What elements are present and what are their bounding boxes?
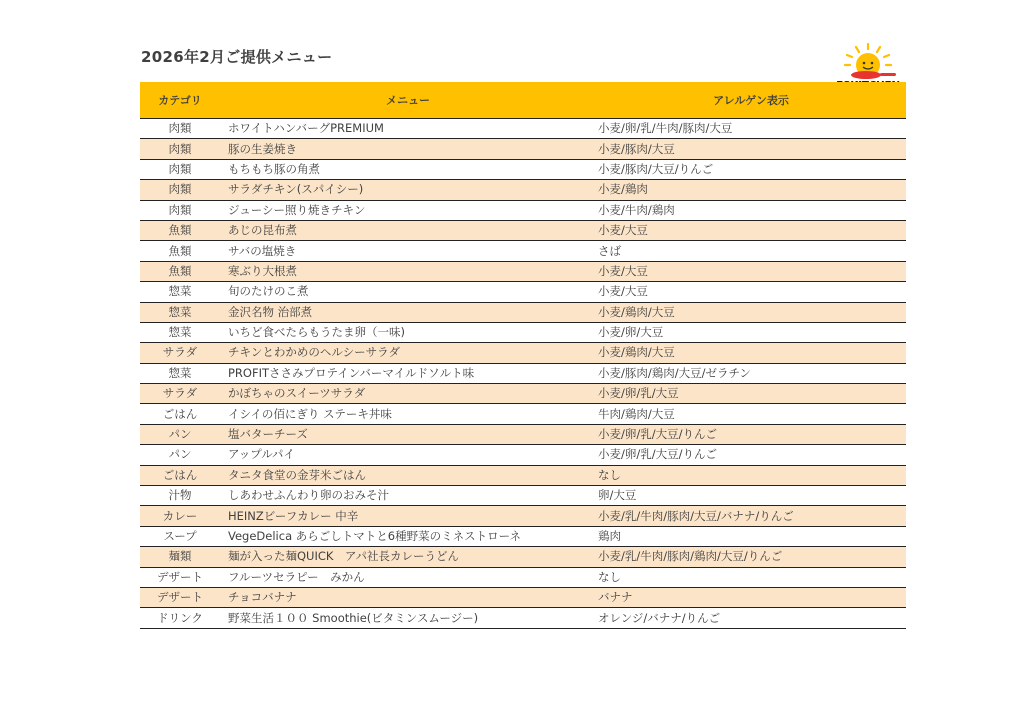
category-cell: ドリンク [140, 608, 220, 628]
menu-cell: 金沢名物 治部煮 [220, 302, 596, 322]
table-row [140, 445, 906, 465]
table-row [140, 506, 906, 526]
category-cell: 肉類 [140, 200, 220, 220]
allergen-cell: 小麦/乳/牛肉/豚肉/鶏肉/大豆/りんご [596, 547, 906, 567]
table-row [140, 526, 906, 546]
category-cell: 汁物 [140, 486, 220, 506]
allergen-cell: なし [596, 465, 906, 485]
menu-cell: HEINZビーフカレー 中辛 [220, 506, 596, 526]
table-header-row [140, 82, 906, 119]
menu-cell: 寒ぶり大根煮 [220, 261, 596, 281]
table-row [140, 322, 906, 342]
column-header-category: カテゴリ [140, 82, 220, 119]
allergen-cell: なし [596, 567, 906, 587]
page-title: 2026年2月ご提供メニュー [141, 48, 333, 66]
menu-cell: イシイの佰にぎり ステーキ丼味 [220, 404, 596, 424]
allergen-cell: 小麦/卵/乳/大豆/りんご [596, 424, 906, 444]
table-body [140, 119, 906, 629]
category-cell: 肉類 [140, 119, 220, 139]
table-row [140, 547, 906, 567]
allergen-cell: 小麦/大豆 [596, 261, 906, 281]
allergen-cell: オレンジ/バナナ/りんご [596, 608, 906, 628]
menu-cell: ホワイトハンバーグPREMIUM [220, 119, 596, 139]
column-header-menu: メニュー [220, 82, 596, 119]
category-cell: 肉類 [140, 159, 220, 179]
category-cell: サラダ [140, 343, 220, 363]
allergen-cell: 小麦/鶏肉/大豆 [596, 343, 906, 363]
category-cell: デザート [140, 587, 220, 607]
table-row [140, 567, 906, 587]
allergen-cell: 小麦/鶏肉/大豆 [596, 302, 906, 322]
menu-cell: チキンとわかめのヘルシーサラダ [220, 343, 596, 363]
allergen-cell: 鶏肉 [596, 526, 906, 546]
table-row [140, 159, 906, 179]
allergen-cell: 小麦/豚肉/大豆 [596, 139, 906, 159]
menu-cell: タニタ食堂の金芽米ごはん [220, 465, 596, 485]
allergen-cell: 小麦/鶏肉 [596, 180, 906, 200]
allergen-cell: 小麦/乳/牛肉/豚肉/大豆/バナナ/りんご [596, 506, 906, 526]
category-cell: 魚類 [140, 261, 220, 281]
menu-cell: サバの塩焼き [220, 241, 596, 261]
category-cell: 魚類 [140, 220, 220, 240]
menu-cell: VegeDelica あらごしトマトと6種野菜のミネストローネ [220, 526, 596, 546]
allergen-cell: 小麦/卵/乳/大豆 [596, 384, 906, 404]
category-cell: ごはん [140, 404, 220, 424]
allergen-cell: 小麦/大豆 [596, 220, 906, 240]
menu-cell: しあわせふんわり卵のおみそ汁 [220, 486, 596, 506]
category-cell: 惣菜 [140, 322, 220, 342]
category-cell: 麺類 [140, 547, 220, 567]
menu-cell: チョコバナナ [220, 587, 596, 607]
menu-cell: あじの昆布煮 [220, 220, 596, 240]
table-row [140, 384, 906, 404]
table-row [140, 282, 906, 302]
category-cell: 魚類 [140, 241, 220, 261]
table-row [140, 119, 906, 139]
menu-cell: 塩バターチーズ [220, 424, 596, 444]
table-row [140, 261, 906, 281]
table-row [140, 608, 906, 628]
category-cell: カレー [140, 506, 220, 526]
table-row [140, 241, 906, 261]
table-row [140, 139, 906, 159]
table-row [140, 200, 906, 220]
category-cell: サラダ [140, 384, 220, 404]
category-cell: 惣菜 [140, 363, 220, 383]
category-cell: 肉類 [140, 180, 220, 200]
table-row [140, 404, 906, 424]
category-cell: 惣菜 [140, 302, 220, 322]
menu-cell: 野菜生活１００ Smoothie(ビタミンスムージー) [220, 608, 596, 628]
menu-cell: 旬のたけのこ煮 [220, 282, 596, 302]
allergen-cell: さば [596, 241, 906, 261]
table-row [140, 343, 906, 363]
allergen-cell: 小麦/豚肉/大豆/りんご [596, 159, 906, 179]
menu-cell: フルーツセラピー みかん [220, 567, 596, 587]
table-row [140, 180, 906, 200]
sun-pan-icon [832, 42, 904, 82]
allergen-cell: 小麦/卵/大豆 [596, 322, 906, 342]
menu-cell: 豚の生姜焼き [220, 139, 596, 159]
allergen-cell: 牛肉/鶏肉/大豆 [596, 404, 906, 424]
table-row [140, 363, 906, 383]
column-header-allergens: アレルゲン表示 [596, 82, 906, 119]
allergen-cell: 小麦/大豆 [596, 282, 906, 302]
table-row [140, 220, 906, 240]
category-cell: ごはん [140, 465, 220, 485]
menu-cell: アップルパイ [220, 445, 596, 465]
allergen-cell: 小麦/卵/乳/牛肉/豚肉/大豆 [596, 119, 906, 139]
table-row [140, 486, 906, 506]
menu-cell: サラダチキン(スパイシー) [220, 180, 596, 200]
category-cell: パン [140, 424, 220, 444]
allergen-cell: 小麦/豚肉/鶏肉/大豆/ゼラチン [596, 363, 906, 383]
table-row [140, 587, 906, 607]
menu-cell: PROFITささみプロテインバーマイルドソルト味 [220, 363, 596, 383]
menu-table [140, 82, 906, 629]
category-cell: パン [140, 445, 220, 465]
allergen-cell: バナナ [596, 587, 906, 607]
table-row [140, 424, 906, 444]
menu-cell: かぼちゃのスイーツサラダ [220, 384, 596, 404]
menu-cell: ジューシー照り焼きチキン [220, 200, 596, 220]
menu-cell: もちもち豚の角煮 [220, 159, 596, 179]
category-cell: 肉類 [140, 139, 220, 159]
category-cell: スープ [140, 526, 220, 546]
category-cell: 惣菜 [140, 282, 220, 302]
menu-cell: 麺が入った麺QUICK アパ社長カレーうどん [220, 547, 596, 567]
allergen-cell: 小麦/牛肉/鶏肉 [596, 200, 906, 220]
table-row [140, 302, 906, 322]
allergen-cell: 小麦/卵/乳/大豆/りんご [596, 445, 906, 465]
allergen-cell: 卵/大豆 [596, 486, 906, 506]
menu-cell: いちど食べたらもうたま卵（一味) [220, 322, 596, 342]
table-row [140, 465, 906, 485]
category-cell: デザート [140, 567, 220, 587]
